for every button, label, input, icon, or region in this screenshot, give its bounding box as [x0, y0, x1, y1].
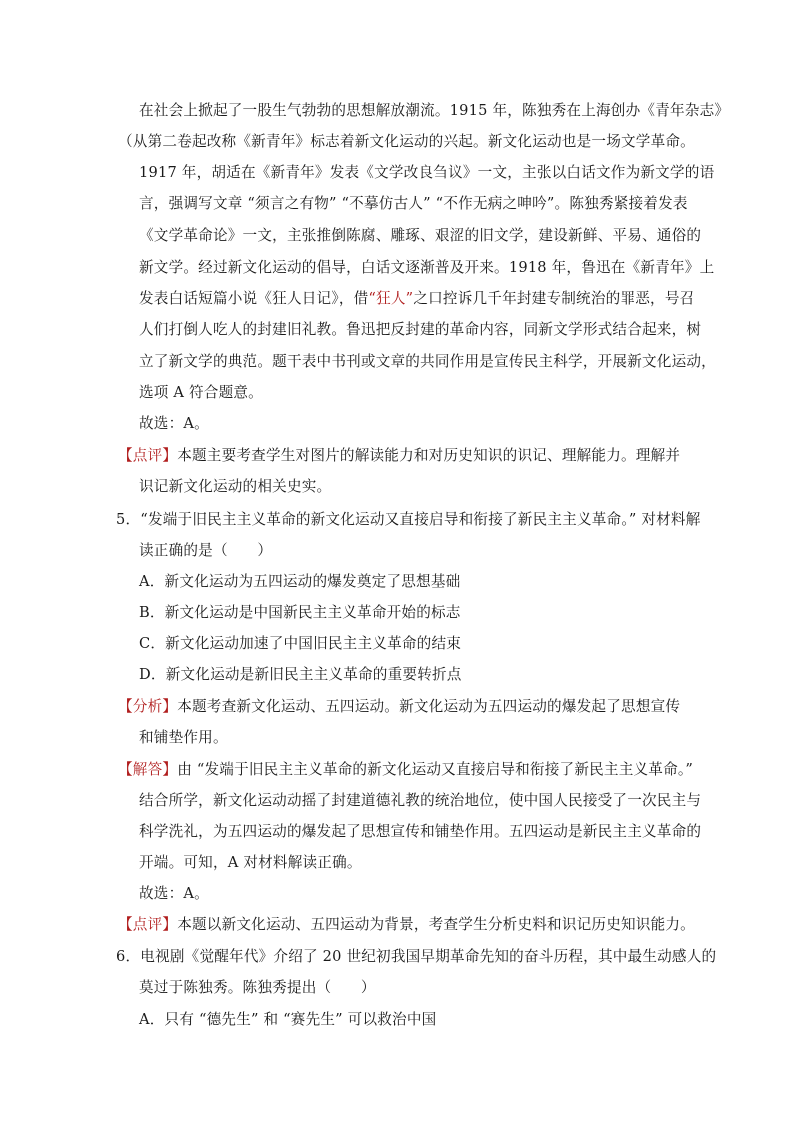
- q5-review-text: 本题以新文化运动、五四运动为背景，考查学生分析史料和识记历史知识能力。: [177, 916, 695, 933]
- q5-answer: [118, 760, 693, 780]
- q5-analysis-line-2: 和铺垫作用。: [139, 729, 228, 746]
- q5-option-b: B．新文化运动是中国新民主主义革命开始的标志: [139, 604, 461, 621]
- passage-line-4: 言，强调写文章 “须言之有物” “不摹仿古人” “不作无病之呻吟”。陈独秀紧接着发表: [139, 195, 688, 212]
- q5-stem-line-1: 5．“发端于旧民主主义革命的新文化运动又直接启导和衔接了新民主主义革命。” 对材料解: [116, 511, 701, 528]
- passage-line-7: [139, 289, 694, 309]
- q5-analysis: [118, 697, 680, 717]
- answer-tag: 【解答】: [118, 761, 178, 778]
- passage-line-2: （从第二卷起改称《新青年》标志着新文化运动的兴起。新文化运动也是一场文学革命。: [118, 133, 695, 150]
- passage-line-5: 《文学革命论》一文，主张推倒陈腐、雕琢、艰涩的旧文学，建设新鲜、平易、通俗的: [139, 227, 702, 244]
- q5-option-a: A．新文化运动为五四运动的爆发奠定了思想基础: [139, 573, 461, 590]
- analysis-tag: 【分析】: [118, 698, 178, 715]
- q5-option-c: C．新文化运动加速了中国旧民主主义革命的结束: [139, 635, 462, 652]
- review-tag: 【点评】: [118, 447, 178, 464]
- passage-review: [118, 446, 680, 466]
- passage-line-1: 在社会上掀起了一股生气勃勃的思想解放潮流。1915 年，陈独秀在上海创办《青年杂志》: [139, 102, 730, 119]
- passage-line-6: 新文学。经过新文化运动的倡导，白话文逐渐普及开来。1918 年，鲁迅在《新青年》上: [139, 259, 715, 276]
- passage-line-8: 人们打倒人吃人的封建旧礼教。鲁迅把反封建的革命内容，同新文学形式结合起来，树: [139, 321, 702, 338]
- q6-stem-line-2: 莫过于陈独秀。陈独秀提出（ ）: [139, 979, 376, 996]
- review-text-1: 本题主要考查学生对图片的解读能力和对历史知识的识记、理解能力。理解并: [177, 447, 681, 464]
- passage-line-10: 选项 A 符合题意。: [139, 384, 263, 401]
- passage-line-9: 立了新文学的典范。题干表中书刊或文章的共同作用是宣传民主科学，开展新文化运动，: [139, 353, 716, 370]
- passage-line-3: 1917 年，胡适在《新青年》发表《文学改良刍议》一文，主张以白话文作为新文学的语: [139, 164, 715, 181]
- q5-answer-line-3: 科学洗礼，为五四运动的爆发起了思想宣传和铺垫作用。五四运动是新民主主义革命的: [139, 823, 702, 840]
- q5-choice: 故选：A。: [139, 885, 209, 902]
- q6-option-a: A．只有 “德先生” 和 “赛先生” 可以救治中国: [139, 1011, 437, 1028]
- q5-answer-line-2: 结合所学，新文化运动动摇了封建道德礼教的统治地位，使中国人民接受了一次民主与: [139, 792, 702, 809]
- q5-answer-line-4: 开端。可知，A 对材料解读正确。: [139, 854, 362, 871]
- q6-stem-line-1: 6．电视剧《觉醒年代》介绍了 20 世纪初我国早期革命先知的奋斗历程，其中最生动感人的: [116, 948, 717, 965]
- q5-option-d: D．新文化运动是新旧民主主义革命的重要转折点: [139, 666, 462, 683]
- passage-choice: 故选：A。: [139, 415, 209, 432]
- q5-review: [118, 915, 695, 935]
- passage-review-line-2: 识记新文化运动的相关史实。: [139, 478, 332, 495]
- analysis-text-1: 本题考查新文化运动、五四运动。新文化运动为五四运动的爆发起了思想宣传: [177, 698, 681, 715]
- passage-line-7-start: 发表白话短篇小说《狂人日记》，借: [139, 290, 369, 307]
- passage-line-7-end: 之口控诉几千年封建专制统治的罪恶，号召: [413, 290, 695, 307]
- q5-review-tag: 【点评】: [118, 916, 178, 933]
- quoted-madman: “狂人”: [368, 290, 414, 307]
- q5-stem-line-2: 读正确的是（ ）: [139, 542, 273, 559]
- answer-text-1: 由 “发端于旧民主主义革命的新文化运动又直接启导和衔接了新民主主义革命。”: [177, 761, 694, 778]
